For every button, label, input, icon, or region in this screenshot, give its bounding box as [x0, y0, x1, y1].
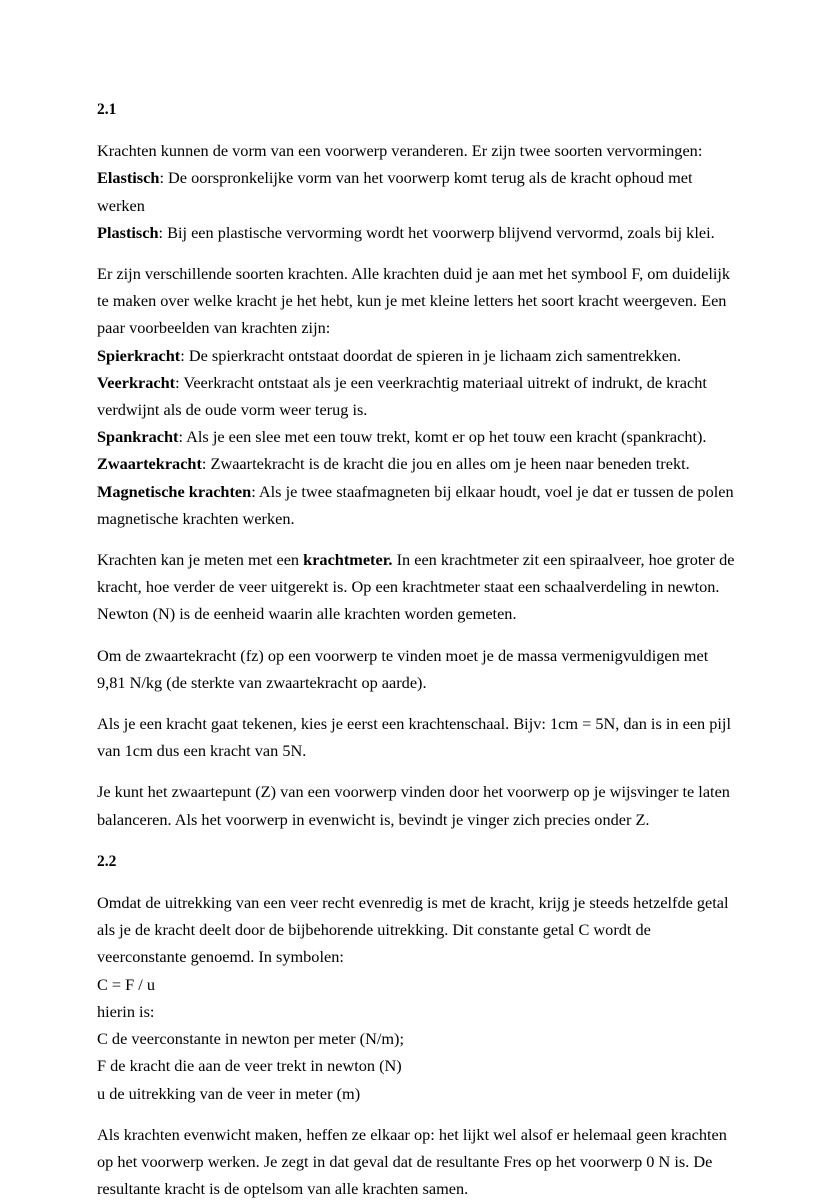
paragraph	[97, 1121, 735, 1202]
bold-term: Spierkracht	[97, 345, 181, 365]
bold-term: krachtmeter.	[303, 550, 393, 570]
paragraph-line	[97, 342, 735, 369]
bold-term: Spankracht	[97, 427, 179, 447]
section-heading: 2.2	[97, 852, 117, 870]
paragraph-line	[97, 889, 735, 971]
text-run: : Bij een plastische vervorming wordt het voorwerp blijvend vervormd, zoals bij klei.	[158, 222, 715, 242]
text-run: : De spierkracht ontstaat doordat de spieren in je lichaam zich samentrekken.	[180, 345, 682, 365]
paragraph	[97, 710, 735, 764]
paragraph-line	[97, 260, 735, 342]
paragraph-line	[97, 450, 735, 477]
text-run: Krachten kan je meten met een	[97, 550, 304, 570]
bold-term: Plastisch	[97, 222, 159, 242]
text-run: : De oorspronkelijke vorm van het voorwerp komt terug als de kracht ophoud met werken	[97, 168, 693, 215]
paragraph-line	[97, 998, 735, 1025]
text-run: : Als je een slee met een touw trekt, komt er op het touw een kracht (spankracht).	[178, 427, 707, 447]
paragraph-line	[97, 423, 735, 450]
text-run: hierin is:	[97, 1001, 155, 1021]
text-run: In een krachtmeter zit een spiraalveer, hoe groter de kracht, hoe verder de veer uitgerekt is. Op een krachtmeter staat een schaalverdeling in newton. Newton (N) is de eenheid waarin alle krachten worden gemeten.	[97, 550, 735, 624]
paragraph-line	[97, 971, 735, 998]
paragraph	[97, 889, 735, 1107]
paragraph-line	[97, 642, 735, 696]
text-run: Om de zwaartekracht (fz) op een voorwerp te vinden moet je de massa vermenigvuldigen met 9,81 N/kg (de sterkte van zwaartekracht op aarde).	[97, 645, 709, 692]
paragraph-line	[97, 1025, 735, 1052]
text-run: Krachten kunnen de vorm van een voorwerp veranderen. Er zijn twee soorten vervormingen:	[97, 141, 703, 161]
paragraph-line	[97, 137, 735, 164]
text-run: C de veerconstante in newton per meter (N/m);	[97, 1029, 404, 1049]
paragraph-line	[97, 546, 735, 628]
text-run: : Veerkracht ontstaat als je een veerkrachtig materiaal uitrekt of indrukt, de kracht verdwijnt als de oude vorm weer terug is.	[97, 372, 707, 420]
paragraph-line	[97, 710, 735, 764]
paragraph	[97, 546, 735, 628]
paragraph-line	[97, 478, 735, 532]
text-run: Er zijn verschillende soorten krachten. Alle krachten duid je aan met het symbool F, om duidelijk te maken over welke kracht je het hebt, kun je met kleine letters het soort kracht weergeven. Een paar voorbeelden van krachten zijn:	[97, 264, 731, 338]
paragraph	[97, 137, 735, 246]
text-run: : Zwaartekracht is de kracht die jou en alles om je heen naar beneden trekt.	[201, 454, 690, 474]
text-run: C = F / u	[97, 974, 156, 994]
text-run: Als krachten evenwicht maken, heffen ze elkaar op: het lijkt wel alsof er helemaal geen krachten op het voorwerp werken. Je zegt in dat geval dat de resultante Fres op het voorwerp 0 N is. De resultante kracht is de optelsom van alle krachten samen.	[97, 1124, 727, 1199]
bold-term: Zwaartekracht	[97, 454, 202, 474]
paragraph	[97, 778, 735, 832]
paragraph-line	[97, 1121, 735, 1202]
paragraph-line	[97, 778, 735, 832]
text-run: : Als je twee staafmagneten bij elkaar houdt, voel je dat er tussen de polen magnetische krachten werken.	[97, 481, 734, 528]
text-run: Omdat de uitrekking van een veer recht evenredig is met de kracht, krijg je steeds hetzelfde getal als je de kracht deelt door de bijbehorende uitrekking. Dit constante getal C wordt de veerconstante genoemd. In symbolen:	[97, 893, 729, 967]
bold-term: Veerkracht	[97, 372, 176, 392]
text-run: Als je een kracht gaat tekenen, kies je eerst een krachtenschaal. Bijv: 1cm = 5N, dan is in een pijl van 1cm dus een kracht van 5N.	[97, 714, 731, 761]
text-run: Je kunt het zwaartepunt (Z) van een voorwerp vinden door het voorwerp op je wijsvinger te laten balanceren. Als het voorwerp in evenwicht is, bevindt je vinger zich precies onder Z.	[97, 782, 730, 829]
paragraph-line	[97, 1052, 735, 1079]
bold-term: Elastisch	[97, 168, 160, 188]
paragraph	[97, 642, 735, 696]
paragraph-line	[97, 164, 735, 218]
text-run: u de uitrekking van de veer in meter (m)	[97, 1083, 361, 1103]
paragraph	[97, 260, 735, 532]
section-heading: 2.1	[97, 101, 117, 118]
bold-term: Magnetische krachten	[97, 481, 252, 501]
document-body	[97, 96, 735, 1202]
paragraph-line	[97, 219, 735, 246]
text-run: F de kracht die aan de veer trekt in newton (N)	[97, 1056, 402, 1076]
paragraph-line	[97, 369, 735, 423]
paragraph-line	[97, 1080, 735, 1107]
